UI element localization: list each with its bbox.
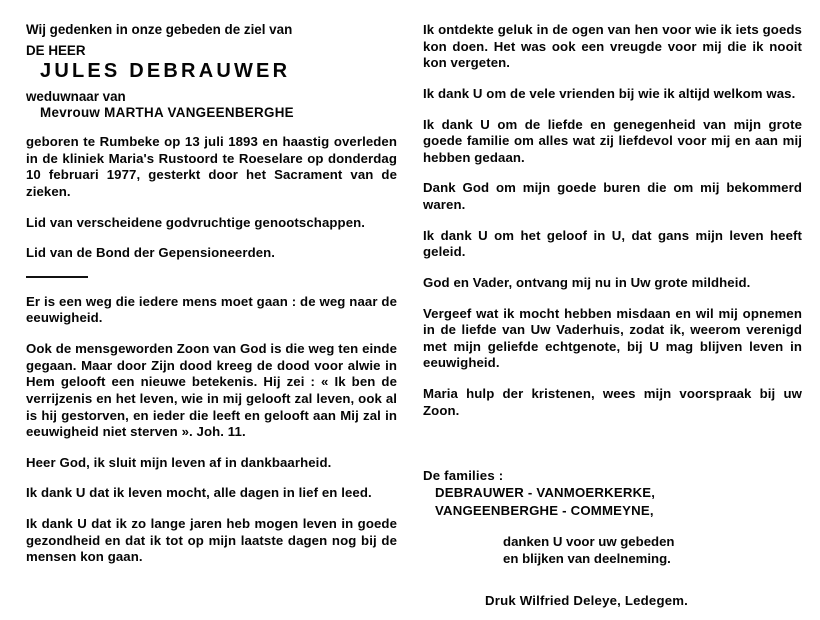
relation-label: weduwnaar van xyxy=(26,89,126,104)
left-paragraph-2: Ook de mensgeworden Zoon van God is die weg ten einde gegaan. Maar door Zijn dood kreeg de dood voor alwie in Hem gelooft een nieuwe betekenis. Hij zei : « Ik ben de verrijzenis en het leven, wie in mij gelooft zal leven, ook al is hij gestorven, en ieder die leeft en gelooft aan Mij zal in eeuwigheid niet sterven ». Joh. 11. xyxy=(26,341,398,440)
right-paragraph-3: Ik dank U om de liefde en genegenheid van mijn grote goede familie om alles wat zij liefdevol voor mij en aan mij hebben gedaan. xyxy=(423,116,802,165)
membership-paragraph-2: Lid van de Bond der Gepensioneerden. xyxy=(26,245,276,261)
right-paragraph-2: Ik dank U om de vele vrienden bij wie ik altijd welkom was. xyxy=(423,85,796,101)
families-block xyxy=(423,467,802,518)
right-paragraph-7: Vergeef wat ik mocht hebben misdaan en wil mij opnemen in de liefde van Uw Vaderhuis, zodat ik, weerom verenigd met mijn geliefde echtgenote, bij U mag blijven leven in eeuwigheid. xyxy=(423,305,802,371)
right-paragraph-6: God en Vader, ontvang mij nu in Uw grote mildheid. xyxy=(423,274,751,290)
honorific: DE HEER xyxy=(26,43,86,58)
intro-line: Wij gedenken in onze gebeden de ziel van xyxy=(26,22,293,37)
section-divider xyxy=(26,276,88,278)
family-name-2: VANGEENBERGHE - COMMEYNE, xyxy=(435,502,654,518)
biography-paragraph: geboren te Rumbeke op 13 juli 1893 en haastig overleden in de kliniek Maria's Rustoord te Roeselare op donderdag 10 februari 1977, gesterkt door het Sacrament van de zieken. xyxy=(26,134,398,199)
left-paragraph-5: Ik dank U dat ik zo lange jaren heb mogen leven in goede gezondheid en dat ik tot op mijn laatste dagen nog bij de mensen kon gaan. xyxy=(26,516,398,565)
right-column xyxy=(423,22,802,610)
right-paragraph-1: Ik ontdekte geluk in de ogen van hen voor wie ik iets goeds kon doen. Het was ook een vreugde voor mij die ik nooit kon vergeten. xyxy=(423,22,802,71)
family-name-1: DEBRAUWER - VANMOERKERKE, xyxy=(435,485,656,501)
left-column xyxy=(26,22,397,610)
right-paragraph-4: Dank God om mijn goede buren die om mij bekommerd waren. xyxy=(423,180,802,212)
thanks-block xyxy=(503,533,802,567)
printer-credit: Druk Wilfried Deleye, Ledegem. xyxy=(485,593,689,608)
membership-paragraph-1: Lid van verscheidene godvruchtige genootschappen. xyxy=(26,214,366,230)
left-paragraph-4: Ik dank U dat ik leven mocht, alle dagen in lief en leed. xyxy=(26,485,372,501)
spouse-name: Mevrouw MARTHA VANGEENBERGHE xyxy=(40,105,294,120)
left-paragraph-1: Er is een weg die iedere mens moet gaan : de weg naar de eeuwigheid. xyxy=(26,293,398,326)
right-paragraph-5: Ik dank U om het geloof in U, dat gans mijn leven heeft geleid. xyxy=(423,227,802,260)
right-paragraph-8: Maria hulp der kristenen, wees mijn voorspraak bij uw Zoon. xyxy=(423,386,802,418)
left-paragraph-3: Heer God, ik sluit mijn leven af in dankbaarheid. xyxy=(26,454,332,470)
thanks-line-2: en blijken van deelneming. xyxy=(503,550,671,566)
families-label: De families : xyxy=(423,468,504,484)
deceased-name: JULES DEBRAUWER xyxy=(40,60,291,82)
thanks-line-1: danken U voor uw gebeden xyxy=(503,533,675,549)
